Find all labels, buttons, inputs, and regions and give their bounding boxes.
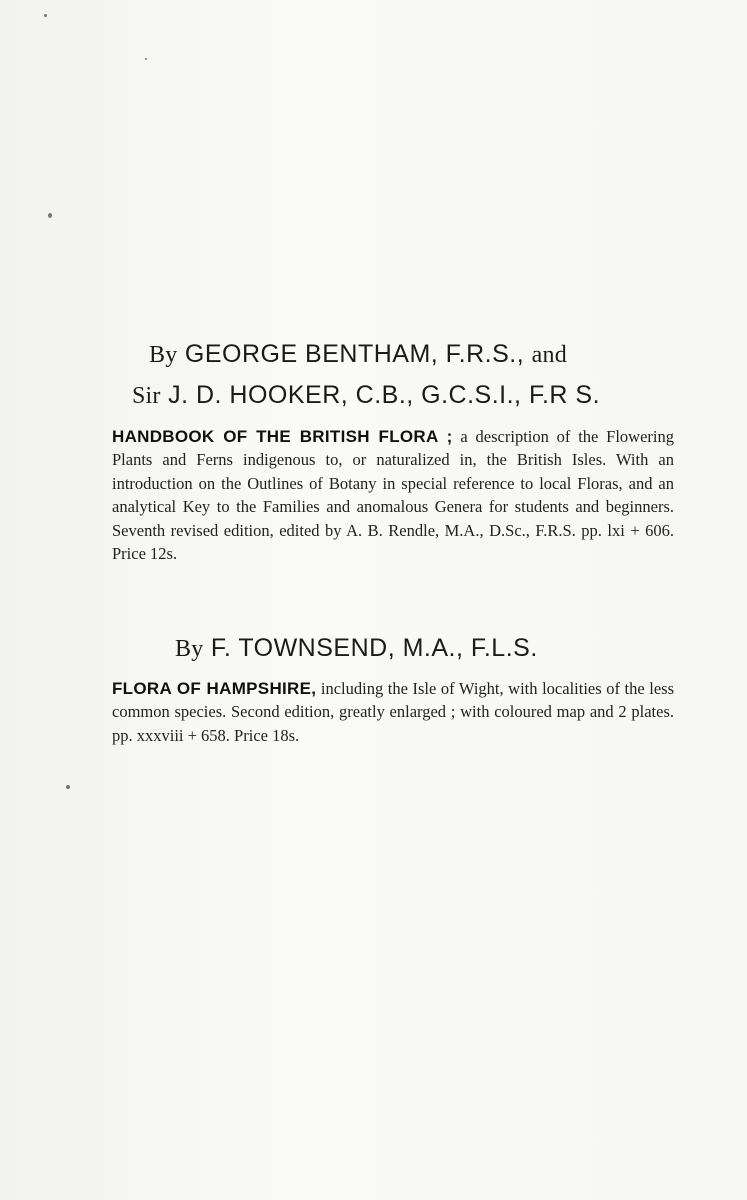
- book-entry-british-flora: [112, 425, 674, 565]
- coauthor-name: J. D. HOOKER, C.B., G.C.S.I., F.R S.: [168, 381, 601, 409]
- book-title: HANDBOOK OF THE BRITISH FLORA ;: [112, 427, 453, 446]
- paper-speck: [48, 213, 52, 218]
- book-entry-flora-hampshire: [112, 677, 674, 747]
- author-line-bentham: [149, 340, 567, 369]
- author-by: By: [149, 342, 178, 368]
- author-line-hooker: [132, 381, 600, 410]
- book-title: FLORA OF HAMPSHIRE,: [112, 679, 317, 698]
- book-description: including the Isle of Wight, with localities of the less common species. Second edition, greatly enlarged ; with coloured map and 2 plates. pp. xxxviii + 658. Price 18s.: [112, 679, 675, 745]
- coauthor-sir: Sir: [132, 383, 161, 409]
- author-and: and: [531, 342, 567, 368]
- author-name: F. TOWNSEND, M.A., F.L.S.: [210, 634, 538, 662]
- paper-speck: [145, 58, 147, 60]
- author-by: By: [175, 636, 204, 662]
- paper-speck: [66, 785, 70, 789]
- paper-speck: [44, 14, 47, 17]
- book-description: a description of the Flowering Plants and Ferns indigenous to, or naturalized in, the British Isles. With an introduction on the Outlines of Botany in special reference to local Floras, and an analytical Key to the Families and anomalous Genera for students and beginners. Seventh revised edition, edited by A. B. Rendle, M.A., D.Sc., F.R.S. pp. lxi + 606. Price 12s.: [112, 427, 675, 564]
- author-name: GEORGE BENTHAM, F.R.S.,: [184, 340, 525, 368]
- author-line-townsend: [175, 634, 538, 663]
